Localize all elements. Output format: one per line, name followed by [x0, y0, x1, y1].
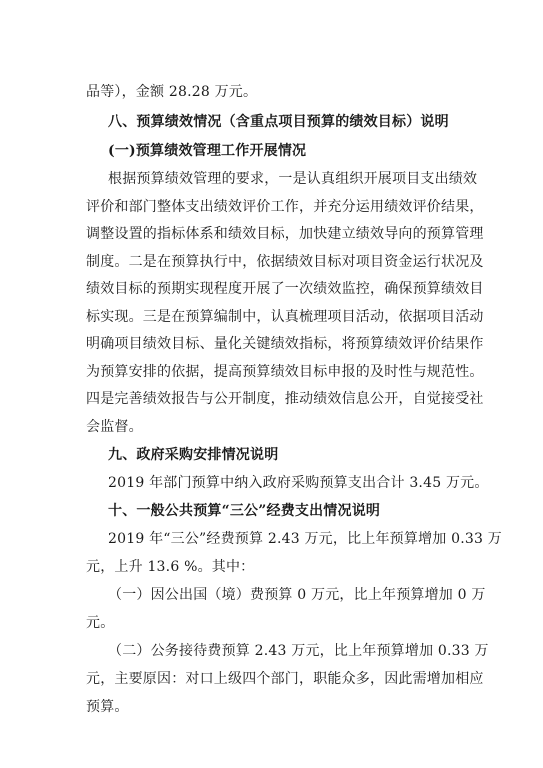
paragraph-line: 调整设置的指标体系和绩效目标，加快建立绩效导向的预算管理 — [86, 226, 484, 242]
paragraph-line: 制度。二是在预算执行中，依据绩效目标对项目资金运行状况及 — [86, 254, 484, 270]
section-heading-8: 八、预算绩效情况（含重点项目预算的绩效目标）说明 — [108, 114, 449, 130]
paragraph-line: 评价和部门整体支出绩效评价工作，并充分运用绩效评价结果， — [86, 199, 484, 215]
paragraph-line: 元，上升 13.6 %。其中： — [86, 559, 255, 575]
paragraph-line: （二）公务接待费预算 2.43 万元，比上年预算增加 0.33 万 — [108, 643, 489, 659]
paragraph-line: 标实现。三是在预算编制中，认真梳理项目活动，依据项目活动 — [86, 309, 484, 325]
paragraph-line: 绩效目标的预期实现程度开展了一次绩效监控，确保预算绩效目 — [86, 281, 484, 297]
paragraph-line: 为预算安排的依据，提高预算绩效目标申报的及时性与规范性。 — [86, 364, 484, 380]
paragraph-line: 2019 年“三公”经费预算 2.43 万元，比上年预算增加 0.33 万 — [108, 531, 502, 547]
section-heading-10: 十、一般公共预算“三公”经费支出情况说明 — [108, 503, 381, 519]
paragraph-line: 会监督。 — [86, 419, 143, 435]
paragraph-line: （一）因公出国（境）费预算 0 万元，比上年预算增加 0 万 — [108, 587, 486, 603]
paragraph-line: 元。 — [86, 615, 115, 631]
paragraph-line: 元，主要原因：对口上级四个部门，职能众多，因此需增加相应 — [86, 671, 484, 687]
paragraph-line: 2019 年部门预算中纳入政府采购预算支出合计 3.45 万元。 — [108, 475, 489, 491]
subsection-heading-1: (一)预算绩效管理工作开展情况 — [108, 143, 307, 159]
text-line-amount: 品等），金额 28.28 万元。 — [86, 84, 258, 100]
paragraph-line: 明确项目绩效目标、量化关键绩效指标，将预算绩效评价结果作 — [86, 336, 484, 352]
section-heading-9: 九、政府采购安排情况说明 — [108, 447, 279, 463]
paragraph-line: 预算。 — [86, 699, 129, 715]
paragraph-line: 四是完善绩效报告与公开制度，推动绩效信息公开，自觉接受社 — [86, 391, 484, 407]
paragraph-line: 根据预算绩效管理的要求，一是认真组织开展项目支出绩效 — [108, 171, 478, 187]
